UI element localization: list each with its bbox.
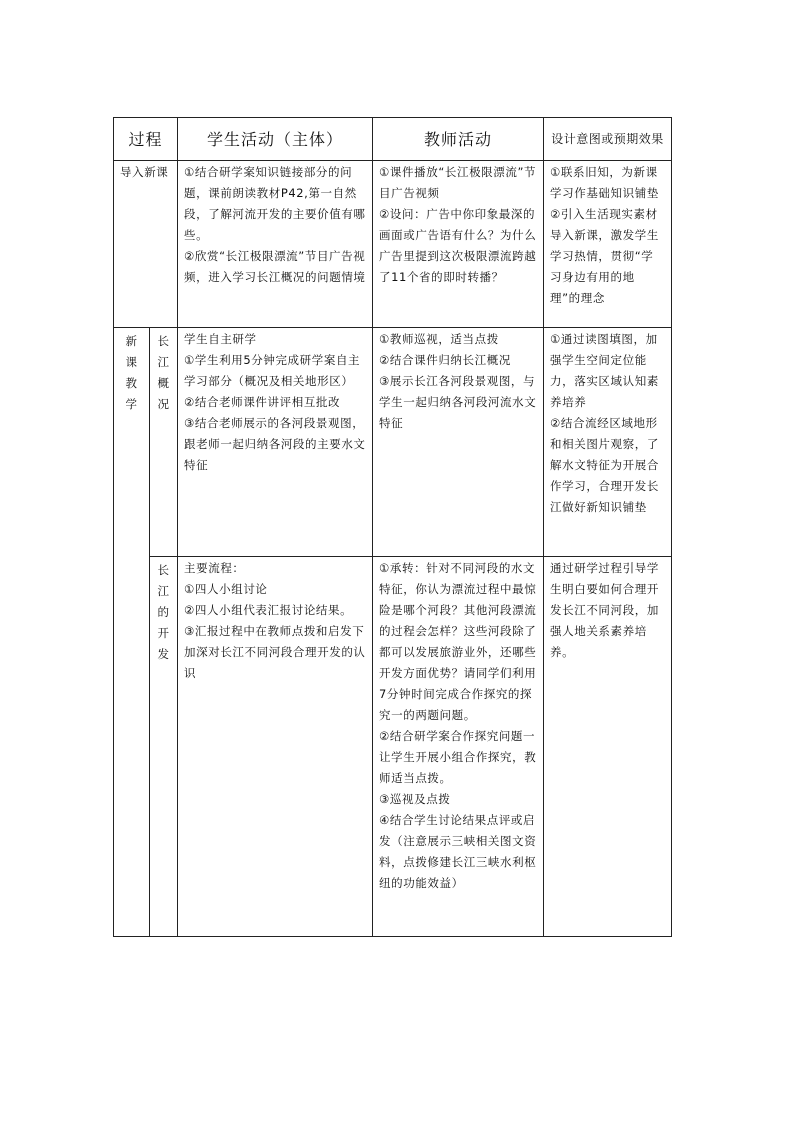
table-row-development xyxy=(114,557,672,937)
intro-student-line-2: ②欣赏“长江极限漂流”节目广告视频，进入学习长江概况的问题情境 xyxy=(184,249,366,284)
development-teacher-line-2: ②结合研学案合作探究问题一让学生开展小组合作探究，教师适当点拨。 xyxy=(379,729,537,785)
development-student-line-4: ③汇报过程中在教师点拨和启发下加深对长江不同河段合理开发的认识 xyxy=(184,624,366,680)
intro-student-line-1: ①结合研学案知识链接部分的问题，课前朗读教材P42,第一自然段，了解河流开发的主要价值有哪些。 xyxy=(184,165,366,242)
substage-development xyxy=(150,557,178,937)
intro-student-cell xyxy=(178,161,373,328)
stage-new-lesson-char: 新 xyxy=(125,334,138,348)
stage-new-lesson xyxy=(114,328,150,937)
overview-student-line-3: ②结合老师课件讲评相互批改 xyxy=(184,395,341,409)
development-student-line-2: ①四人小组讨论 xyxy=(184,582,268,596)
development-design-cell xyxy=(544,557,672,937)
development-student-cell xyxy=(178,557,373,937)
overview-design-cell xyxy=(544,328,672,557)
intro-design-cell xyxy=(544,161,672,328)
intro-teacher-line-2: ②设问：广告中你印象最深的画面或广告语有什么？为什么广告里提到这次极限漂流跨越了11个省的即时转播？ xyxy=(379,207,537,284)
lesson-plan-table xyxy=(113,117,672,937)
overview-student-line-4: ③结合老师展示的各河段景观图，跟老师一起归纳各河段的主要水文特征 xyxy=(184,416,366,472)
substage-development-char: 的 xyxy=(157,605,170,619)
overview-student-line-2: ①学生利用5分钟完成研学案自主学习部分（概况及相关地形区） xyxy=(184,353,361,388)
substage-development-char: 开 xyxy=(157,626,170,640)
stage-intro: 导入新课 xyxy=(114,161,178,328)
substage-development-char: 发 xyxy=(157,647,170,661)
overview-teacher-line-1: ①教师巡视，适当点拨 xyxy=(379,332,499,346)
substage-development-char: 江 xyxy=(157,584,170,598)
intro-teacher-line-1: ①课件播放“长江极限漂流”节目广告视频 xyxy=(379,165,537,200)
substage-overview-char: 况 xyxy=(157,397,170,411)
substage-overview-char: 概 xyxy=(157,376,170,390)
development-teacher-line-3: ③巡视及点拨 xyxy=(379,792,451,806)
development-student-line-1: 主要流程： xyxy=(184,561,245,575)
stage-new-lesson-char: 教 xyxy=(125,376,138,390)
intro-design-line-2: ②引入生活现实素材导入新课，激发学生学习热情，贯彻“学习身边有用的地理”的理念 xyxy=(550,207,659,305)
development-teacher-line-4: ④结合学生讨论结果点评或启发（注意展示三峡相关图文资料，点拨修建长江三峡水利枢纽的功能效益） xyxy=(379,813,537,890)
overview-teacher-line-2: ②结合课件归纳长江概况 xyxy=(379,353,511,367)
overview-student-cell xyxy=(178,328,373,557)
header-teacher-activity: 教师活动 xyxy=(373,118,544,161)
substage-overview-char: 江 xyxy=(157,355,170,369)
stage-new-lesson-char: 学 xyxy=(125,397,138,411)
header-design-intent: 设计意图或预期效果 xyxy=(544,118,672,161)
development-teacher-cell xyxy=(373,557,544,937)
overview-design-line-1: ①通过读图填图，加强学生空间定位能力，落实区域认知素养培养 xyxy=(550,332,659,409)
overview-student-line-1: 学生自主研学 xyxy=(184,332,257,346)
table-row-intro xyxy=(114,161,672,328)
header-process: 过程 xyxy=(114,118,178,161)
stage-new-lesson-char: 课 xyxy=(125,355,138,369)
development-student-line-3: ②四人小组代表汇报讨论结果。 xyxy=(184,603,353,617)
substage-overview-char: 长 xyxy=(157,334,170,348)
table-row-overview xyxy=(114,328,672,557)
overview-design-line-2: ②结合流经区域地形和相关图片观察，了解水文特征为开展合作学习，合理开发长江做好新知识铺垫 xyxy=(550,416,659,514)
table-header-row xyxy=(114,118,672,161)
substage-development-char: 长 xyxy=(157,563,170,577)
overview-teacher-line-3: ③展示长江各河段景观图，与学生一起归纳各河段河流水文特征 xyxy=(379,374,537,430)
overview-teacher-cell xyxy=(373,328,544,557)
header-student-activity: 学生活动（主体） xyxy=(178,118,373,161)
intro-teacher-cell xyxy=(373,161,544,328)
intro-design-line-1: ①联系旧知，为新课学习作基础知识铺垫 xyxy=(550,165,659,200)
substage-overview xyxy=(150,328,178,557)
development-design-line-1: 通过研学过程引导学生明白要如何合理开发长江不同河段，加强人地关系素养培养。 xyxy=(550,561,659,659)
development-teacher-line-1: ①承转：针对不同河段的水文特征，你认为漂流过程中最惊险是哪个河段？其他河段漂流的过程会怎样？这些河段除了都可以发展旅游业外，还哪些开发方面优势？请同学们利用7分钟时间完成合作探究的探究一的两题问题。 xyxy=(379,561,537,722)
